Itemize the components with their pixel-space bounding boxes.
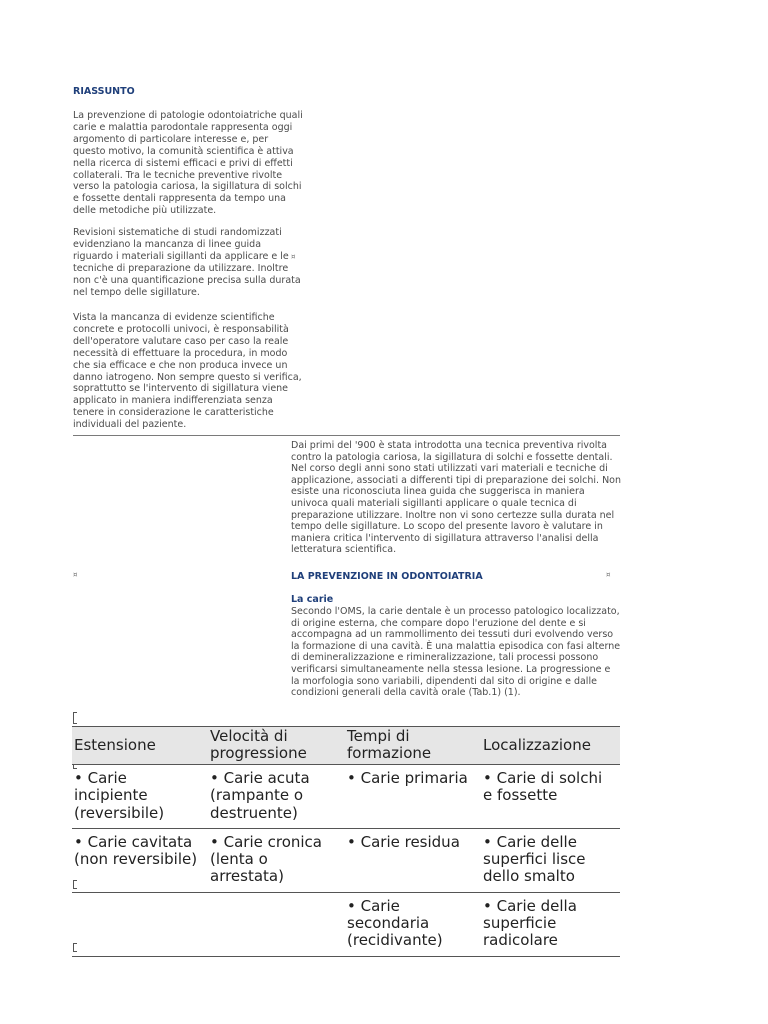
table-cell [72, 892, 208, 956]
table-row [72, 765, 620, 829]
section-subheading: La carie [291, 594, 334, 605]
paragraph-marker: ¤ [73, 571, 78, 579]
table-marker [73, 712, 77, 724]
table-cell: • Carie secondaria (recidivante) [345, 892, 481, 956]
abstract-paragraph-3: Vista la mancanza di evidenze scientifiche concrete e protocolli univoci, è responsabilità dell'operatore valutare caso per caso la reale necessità di effettuare la procedura, in modo che sia efficace e che non produca invece un danno iatrogeno. Non sempre questo si verifica, soprattutto se l'intervento di sigillatura viene applicato in maniera indifferenziata senza tenere in considerazione le caratteristiche individuali del paziente. [73, 312, 302, 431]
table-cell: • Carie di solchi e fossette [481, 765, 620, 829]
abstract-heading: RIASSUNTO [73, 86, 135, 97]
table-cell [208, 892, 345, 956]
table-cell: • Carie acuta (rampante o destruente) [208, 765, 345, 829]
header-localizzazione: Localizzazione [481, 727, 620, 765]
abstract-paragraph-1: La prevenzione di patologie odontoiatriche quali carie e malattia parodontale rappresenta oggi argomento di particolare interesse e, per questo motivo, la comunità scientifica è attiva nella ricerca di sistemi efficaci e privi di effetti collaterali. Tra le tecniche preventive rivolte verso la patologia cariosa, la sigillatura di solchi e fossette dentali rappresenta da tempo una delle metodiche più utilizzate. [73, 110, 303, 217]
table-cell: • Carie della superficie radicolare [481, 892, 620, 956]
header-tempi: Tempi di formazione [345, 727, 481, 765]
section-heading: LA PREVENZIONE IN ODONTOIATRIA [291, 571, 483, 582]
table-cell: • Carie residua [345, 828, 481, 892]
paragraph-marker: ¤ [606, 571, 611, 579]
header-velocita: Velocità di progressione [208, 727, 345, 765]
section-divider [73, 435, 620, 436]
table-cell: • Carie cavitata (non reversibile) [72, 828, 208, 892]
intro-paragraph: Dai primi del '900 è stata introdotta una tecnica preventiva rivolta contro la patologia cariosa, la sigillatura di solchi e fossette dentali. Nel corso degli anni sono stati utilizzati vari materiali e tecniche di applicazione, associati a differenti tipi di preparazione dei solchi. Non esiste una riconosciuta linea guida che suggerisca in maniera univoca quali materiali sigillanti applicare o quale tecnica di preparazione utilizzare. Inoltre non vi sono certezze sulla durata nel tempo delle sigillature. Lo scopo del presente lavoro è valutare in maniera critica l'intervento di sigillatura attraverso l'analisi della letteratura scientifica. [291, 440, 622, 556]
header-estensione: Estensione [72, 727, 208, 765]
caries-classification-table [72, 726, 620, 957]
table-row [72, 828, 620, 892]
table-cell: • Carie incipiente (reversibile) [72, 765, 208, 829]
table-cell: • Carie primaria [345, 765, 481, 829]
section-paragraph: Secondo l'OMS, la carie dentale è un processo patologico localizzato, di origine esterna, che compare dopo l'eruzione del dente e si accompagna ad un rammollimento dei tessuti duri evolvendo verso la formazione di una cavità. È una malattia episodica con fasi alterne di demineralizzazione e rimineralizzazione, tali processi possono verificarsi simultaneamente nella stessa lesione. La progressione e la morfologia sono variabili, dipendenti dal sito di origine e dalle condizioni generali della cavità orale (Tab.1) (1). [291, 606, 621, 699]
table-cell: • Carie cronica (lenta o arrestata) [208, 828, 345, 892]
abstract-paragraph-2: Revisioni sistematiche di studi randomizzati evidenziano la mancanza di linee guida riguardo i materiali sigillanti da applicare e le tecniche di preparazione da utilizzare. Inoltre non c'è una quantificazione precisa sulla durata nel tempo delle sigillature. [73, 227, 301, 298]
paragraph-marker: ¤ [291, 253, 296, 261]
table-row [72, 892, 620, 956]
table-header-row [72, 727, 620, 765]
table-cell: • Carie delle superfici lisce dello smalto [481, 828, 620, 892]
